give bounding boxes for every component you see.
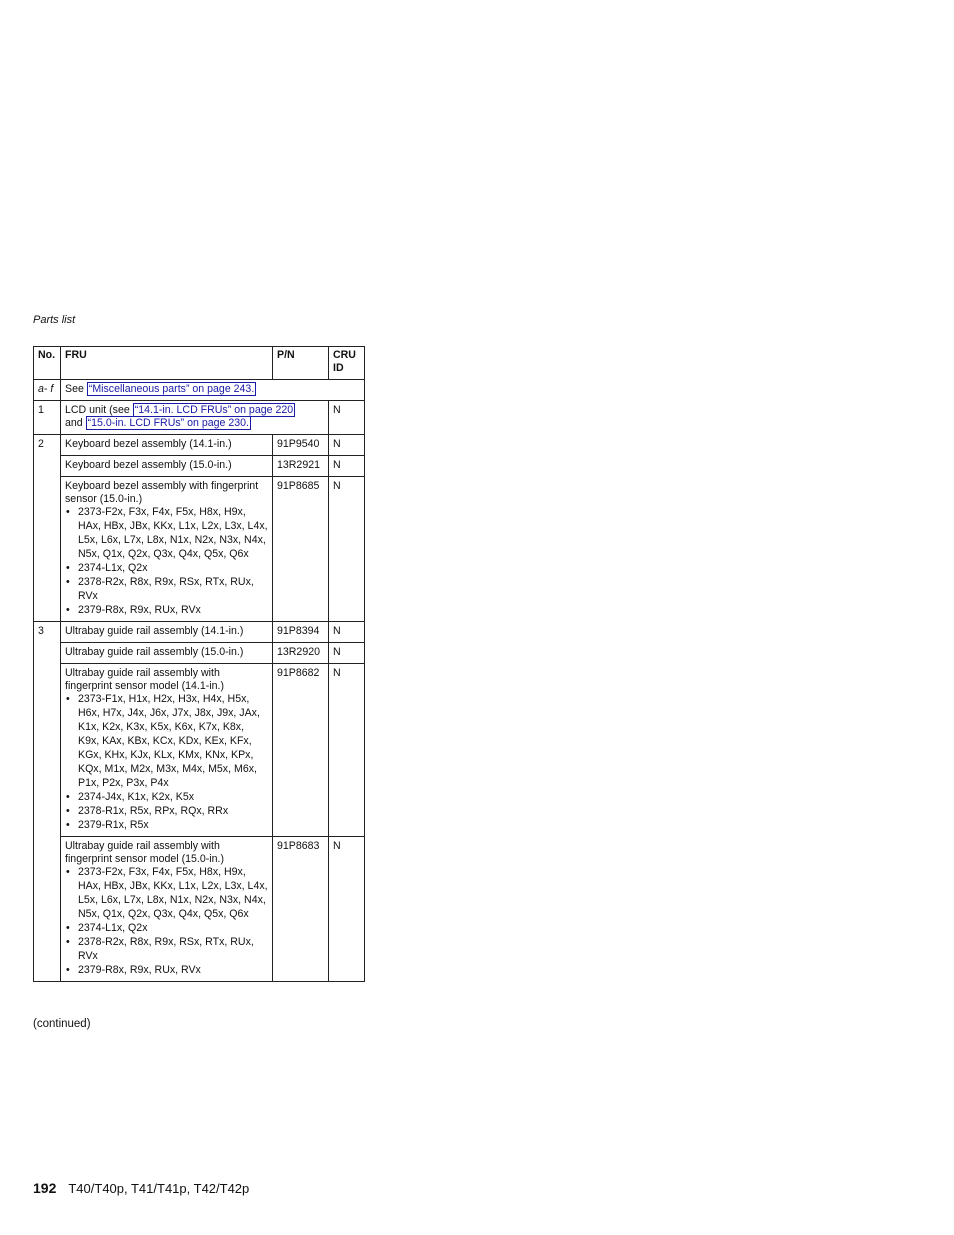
parts-table: [33, 346, 365, 982]
model-list: [65, 865, 268, 977]
row-fru: Keyboard bezel assembly (14.1-in.): [61, 435, 273, 456]
row-text: and: [65, 417, 86, 429]
list-item: • 2379-R8x, R9x, RUx, RVx: [65, 603, 268, 617]
row-cru: N: [329, 435, 365, 456]
row-pn: 91P8394: [273, 622, 329, 643]
running-header: Parts list: [33, 314, 76, 326]
row-pn: 91P8682: [273, 664, 329, 837]
row-no: 2: [34, 435, 61, 622]
list-item: • 2374-L1x, Q2x: [65, 561, 268, 575]
row-cru: N: [329, 664, 365, 837]
list-item: • 2378-R1x, R5x, RPx, RQx, RRx: [65, 804, 268, 818]
lcd-150-link[interactable]: “15.0-in. LCD FRUs” on page 230.: [87, 417, 249, 429]
row-cru: N: [329, 837, 365, 982]
row-fru: [61, 401, 329, 435]
table-row: [34, 664, 365, 837]
row-pn: 91P8683: [273, 837, 329, 982]
row-fru: Ultrabay guide rail assembly (14.1-in.): [61, 622, 273, 643]
row-pn: 91P8685: [273, 477, 329, 622]
row-fru: [61, 380, 365, 401]
list-item: • 2379-R8x, R9x, RUx, RVx: [65, 963, 268, 977]
fru-description: Ultrabay guide rail assembly with fingerprint sensor model (14.1-in.): [65, 667, 224, 692]
table-row: [34, 837, 365, 982]
row-no: a- f: [34, 380, 61, 401]
list-item: • 2378-R2x, R8x, R9x, RSx, RTx, RUx, RVx: [65, 575, 268, 603]
row-pn: 13R2921: [273, 456, 329, 477]
page-number: 192: [33, 1180, 57, 1196]
row-fru: [61, 477, 273, 622]
row-cru: N: [329, 456, 365, 477]
table-row: [34, 401, 365, 435]
model-list: [65, 505, 268, 617]
row-fru: [61, 664, 273, 837]
row-no: 3: [34, 622, 61, 982]
table-row: [34, 380, 365, 401]
fru-description: Keyboard bezel assembly with fingerprint sensor (15.0-in.): [65, 480, 259, 505]
row-fru: [61, 837, 273, 982]
list-item: • 2374-J4x, K1x, K2x, K5x: [65, 790, 268, 804]
list-item: • 2374-L1x, Q2x: [65, 921, 268, 935]
list-item: • 2373-F2x, F3x, F4x, F5x, H8x, H9x, HAx, HBx, JBx, KKx, L1x, L2x, L3x, L4x, L5x, L6x, L7x, L8x, N1x, N2x, N3x, N4x, N5x, Q1x, Q2x, Q3x, Q4x, Q5x, Q6x: [65, 865, 268, 921]
row-pn: 91P9540: [273, 435, 329, 456]
table-row: [34, 643, 365, 664]
row-fru: Keyboard bezel assembly (15.0-in.): [61, 456, 273, 477]
table-row: [34, 622, 365, 643]
fru-description: Ultrabay guide rail assembly with fingerprint sensor model (15.0-in.): [65, 840, 224, 865]
continued-note: (continued): [33, 1018, 91, 1030]
table-header-row: [34, 347, 365, 380]
row-cru: N: [329, 643, 365, 664]
table-row: [34, 477, 365, 622]
page-footer: [33, 1180, 249, 1196]
row-fru: Ultrabay guide rail assembly (15.0-in.): [61, 643, 273, 664]
row-text: LCD unit (see: [65, 404, 133, 416]
col-header-fru: FRU: [61, 347, 273, 380]
table-row: [34, 435, 365, 456]
row-pn: 13R2920: [273, 643, 329, 664]
list-item: • 2379-R1x, R5x: [65, 818, 268, 832]
footer-models: T40/T40p, T41/T41p, T42/T42p: [68, 1181, 250, 1196]
row-text: See: [65, 383, 87, 395]
lcd-141-link[interactable]: “14.1-in. LCD FRUs” on page 220: [134, 404, 294, 416]
col-header-pn: P/N: [273, 347, 329, 380]
list-item: • 2373-F2x, F3x, F4x, F5x, H8x, H9x, HAx, HBx, JBx, KKx, L1x, L2x, L3x, L4x, L5x, L6x, L7x, L8x, N1x, N2x, N3x, N4x, N5x, Q1x, Q2x, Q3x, Q4x, Q5x, Q6x: [65, 505, 268, 561]
table-row: [34, 456, 365, 477]
list-item: • 2373-F1x, H1x, H2x, H3x, H4x, H5x, H6x, H7x, J4x, J6x, J7x, J8x, J9x, JAx, K1x, K2x, K3x, K5x, K6x, K7x, K8x, K9x, KAx, KBx, KCx, KDx, KEx, KFx, KGx, KHx, KJx, KLx, KMx, KNx, KPx, KQx, M1x, M2x, M3x, M4x, M5x, M6x, P1x, P2x, P3x, P4x: [65, 692, 268, 790]
row-cru: N: [329, 477, 365, 622]
row-cru: N: [329, 622, 365, 643]
list-item: • 2378-R2x, R8x, R9x, RSx, RTx, RUx, RVx: [65, 935, 268, 963]
row-cru: N: [329, 401, 365, 435]
model-list: [65, 692, 268, 832]
row-no: 1: [34, 401, 61, 435]
misc-parts-link[interactable]: “Miscellaneous parts” on page 243.: [88, 383, 255, 395]
col-header-no: No.: [34, 347, 61, 380]
col-header-cru: CRU ID: [329, 347, 365, 380]
